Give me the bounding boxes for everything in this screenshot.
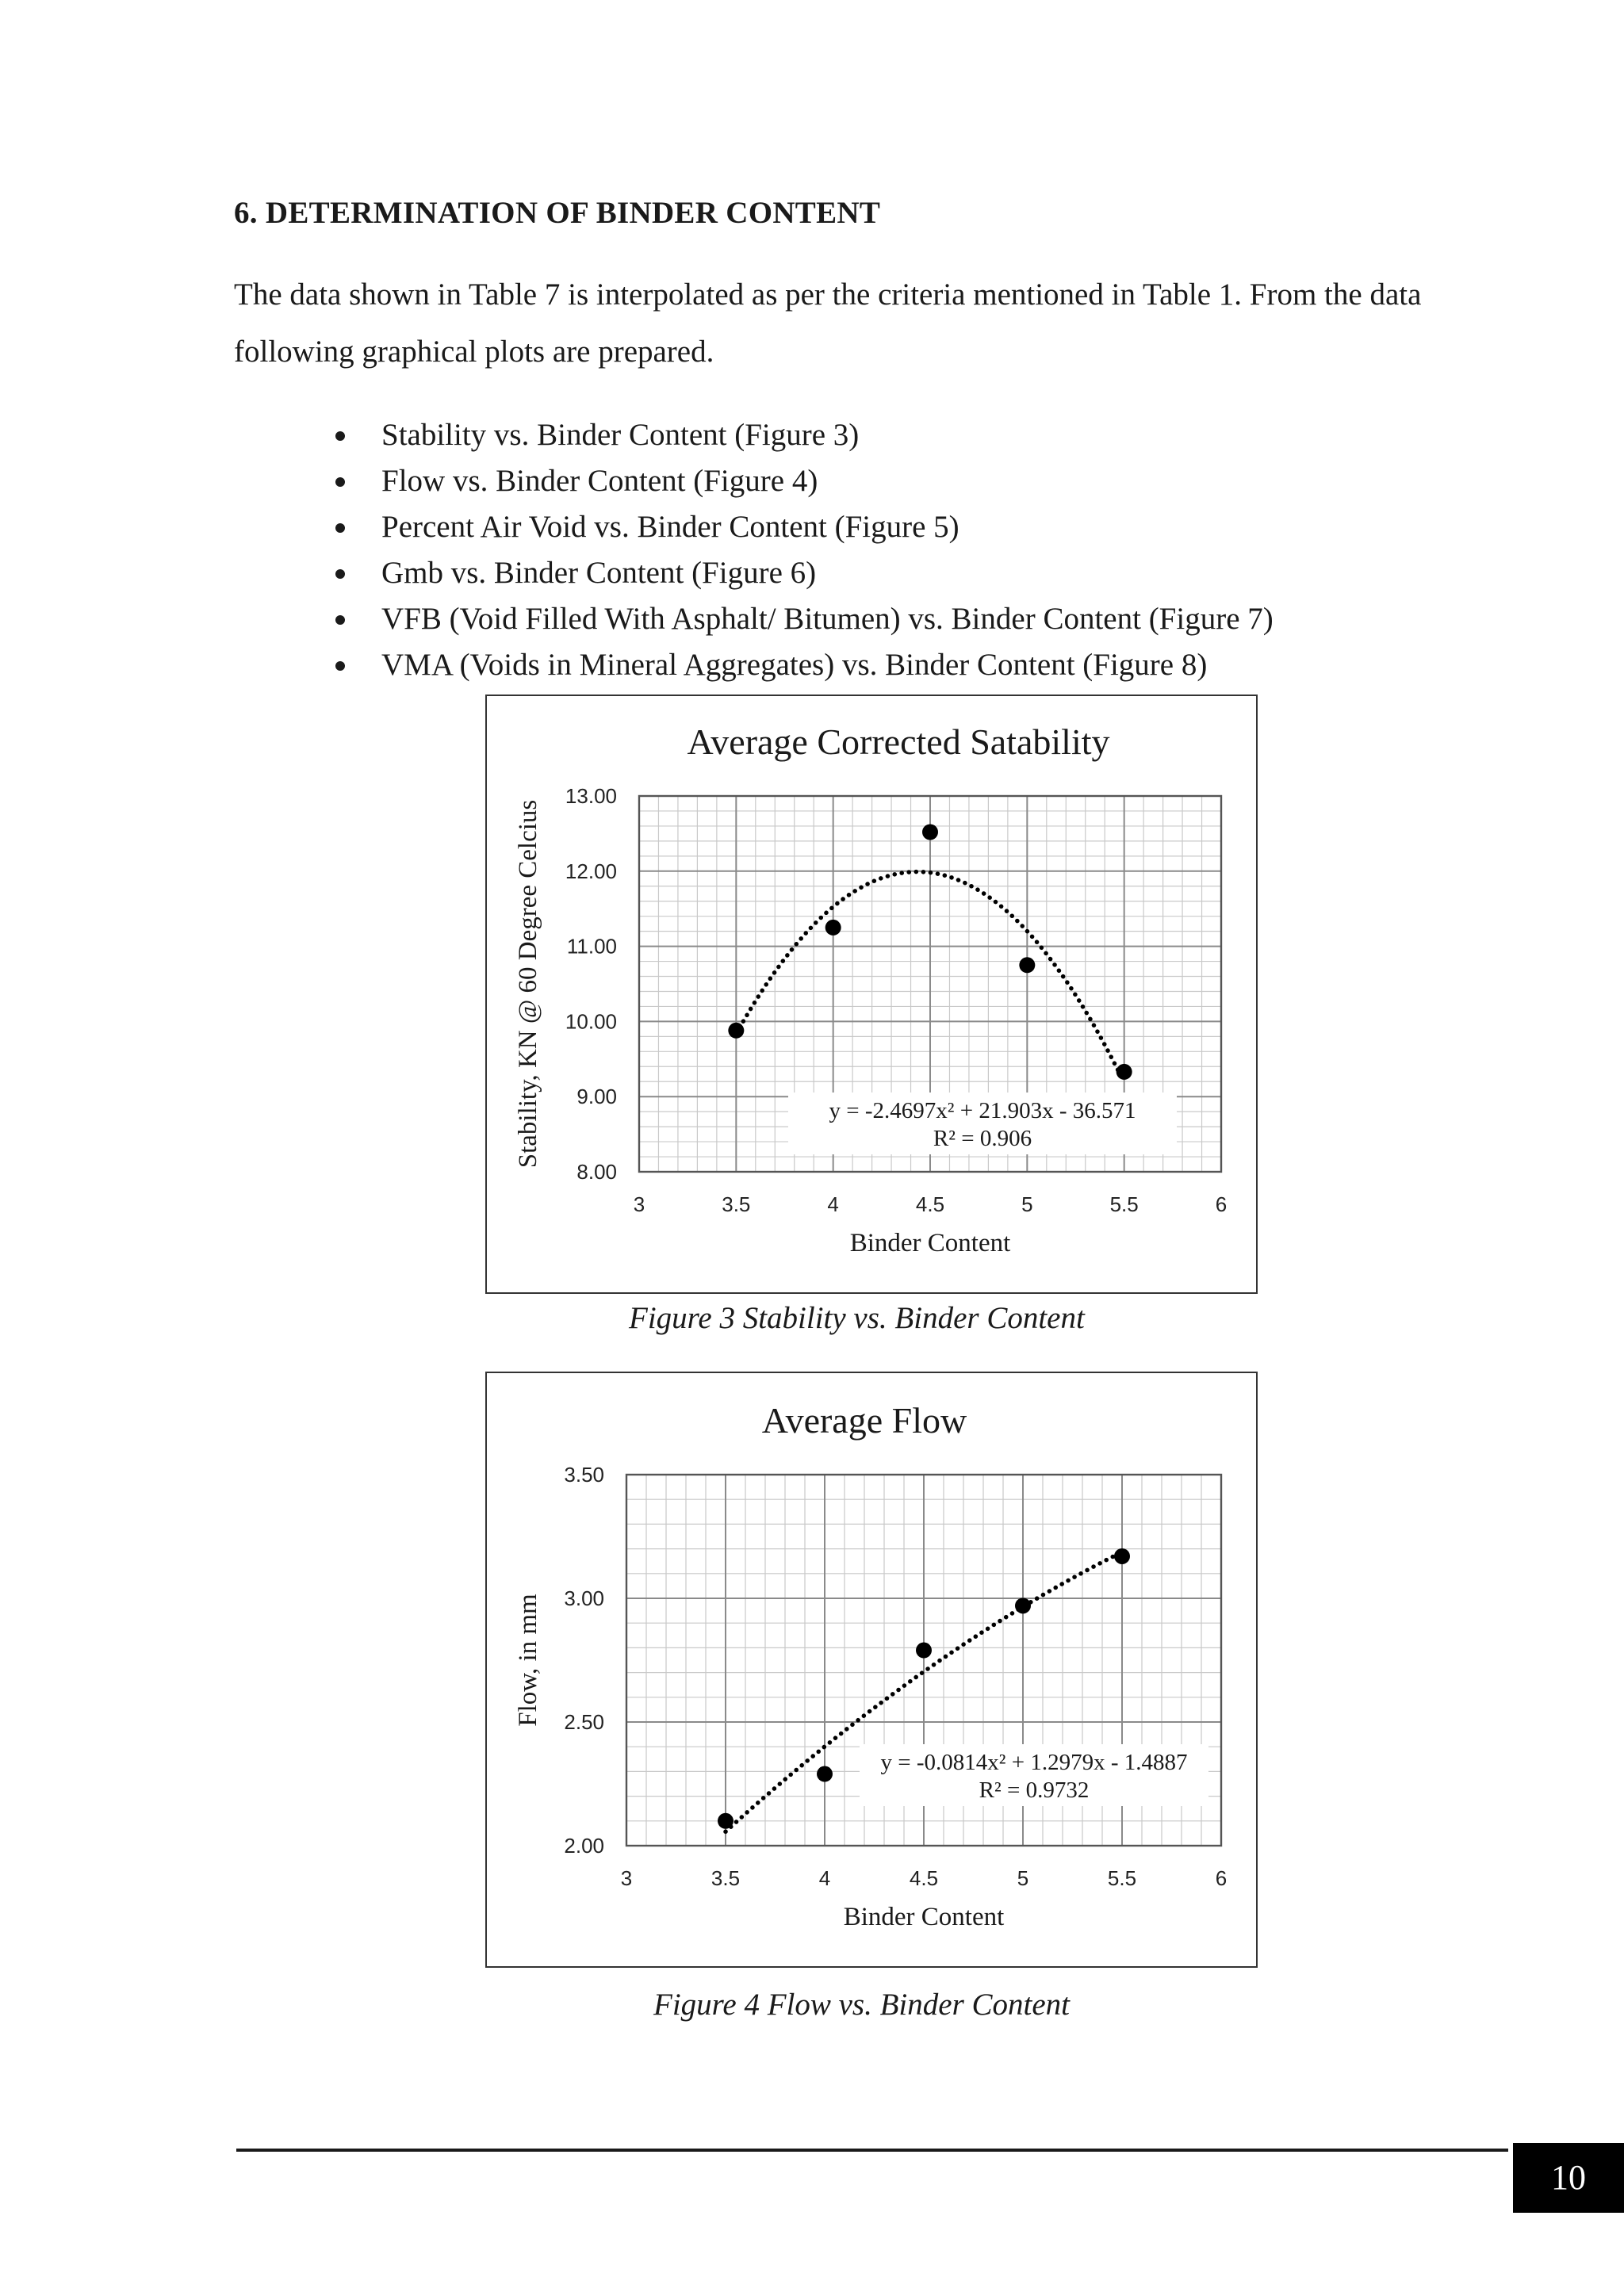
x-tick-label: 5.5 [1107,1866,1137,1890]
footer-rule [236,2149,1508,2152]
x-tick-label: 3.5 [722,1192,751,1216]
stability-chart-frame [485,695,1258,1294]
paragraph-line-2: following graphical plots are prepared. [234,335,714,369]
page-number: 10 [1513,2143,1624,2213]
y-axis-label: Flow, in mm [514,1594,542,1727]
data-point [718,1813,733,1829]
plot-list [329,412,1274,688]
x-tick-label: 5.5 [1109,1192,1139,1216]
bullet-icon [335,661,345,671]
y-tick-label: 10.00 [565,1009,617,1034]
x-tick-label: 3 [633,1192,645,1216]
data-point [1114,1548,1130,1564]
flow-chart [487,1373,1256,1966]
bullet-icon [335,615,345,625]
x-tick-label: 5 [1017,1866,1029,1890]
chart-title: Average Corrected Satability [687,721,1110,762]
y-tick-label: 3.00 [564,1586,604,1610]
data-point [1116,1064,1132,1080]
y-tick-label: 8.00 [576,1160,617,1184]
x-tick-label: 6 [1215,1192,1228,1216]
y-tick-label: 9.00 [576,1085,617,1109]
list-item: Flow vs. Binder Content (Figure 4) [329,458,1274,504]
y-tick-label: 3.50 [564,1463,604,1487]
data-point [1019,957,1035,973]
intro-paragraph [234,266,1534,381]
list-item: VMA (Voids in Mineral Aggregates) vs. Binder Content (Figure 8) [329,642,1274,688]
x-axis-label: Binder Content [843,1903,1005,1931]
x-tick-label: 6 [1215,1866,1228,1890]
list-item: Gmb vs. Binder Content (Figure 6) [329,550,1274,596]
stability-chart [487,696,1256,1292]
figure-3-caption: Figure 3 Stability vs. Binder Content [629,1301,1085,1335]
x-tick-label: 4.5 [909,1866,939,1890]
y-tick-label: 12.00 [565,859,617,883]
x-tick-label: 4 [827,1192,839,1216]
bullet-icon [335,431,345,441]
list-item: VFB (Void Filled With Asphalt/ Bitumen) vs. Binder Content (Figure 7) [329,596,1274,642]
trendline-r-squared: R² = 0.9732 [979,1777,1090,1803]
y-tick-label: 2.00 [564,1834,604,1858]
trendline-r-squared: R² = 0.906 [933,1126,1032,1151]
data-point [1015,1598,1031,1613]
chart-title: Average Flow [761,1400,967,1441]
y-tick-label: 13.00 [565,784,617,808]
x-axis-label: Binder Content [849,1229,1011,1257]
section-heading: 6. DETERMINATION OF BINDER CONTENT [234,196,881,230]
x-tick-label: 3.5 [710,1866,741,1890]
trendline-equation: y = -0.0814x² + 1.2979x - 1.4887 [880,1750,1188,1775]
x-tick-label: 3 [620,1866,633,1890]
flow-chart-frame [485,1372,1258,1968]
list-item: Percent Air Void vs. Binder Content (Figure 5) [329,504,1274,550]
bullet-icon [335,569,345,579]
trendline-equation: y = -2.4697x² + 21.903x - 36.571 [829,1098,1136,1123]
bullet-icon [335,477,345,487]
data-point [916,1643,932,1659]
x-tick-label: 5 [1021,1192,1033,1216]
y-tick-label: 11.00 [566,934,617,959]
x-tick-label: 4.5 [915,1192,945,1216]
y-tick-label: 2.50 [564,1710,604,1734]
bullet-icon [335,523,345,533]
data-point [922,825,938,840]
data-point [728,1023,744,1039]
paragraph-line-1: The data shown in Table 7 is interpolated as per the criteria mentioned in Table 1. From the data [234,277,1422,312]
data-point [825,920,841,936]
list-item: Stability vs. Binder Content (Figure 3) [329,412,1274,458]
x-tick-label: 4 [818,1866,831,1890]
data-point [817,1766,833,1782]
y-axis-label: Stability, KN @ 60 Degree Celcius [514,799,542,1169]
figure-4-caption: Figure 4 Flow vs. Binder Content [653,1988,1070,2022]
